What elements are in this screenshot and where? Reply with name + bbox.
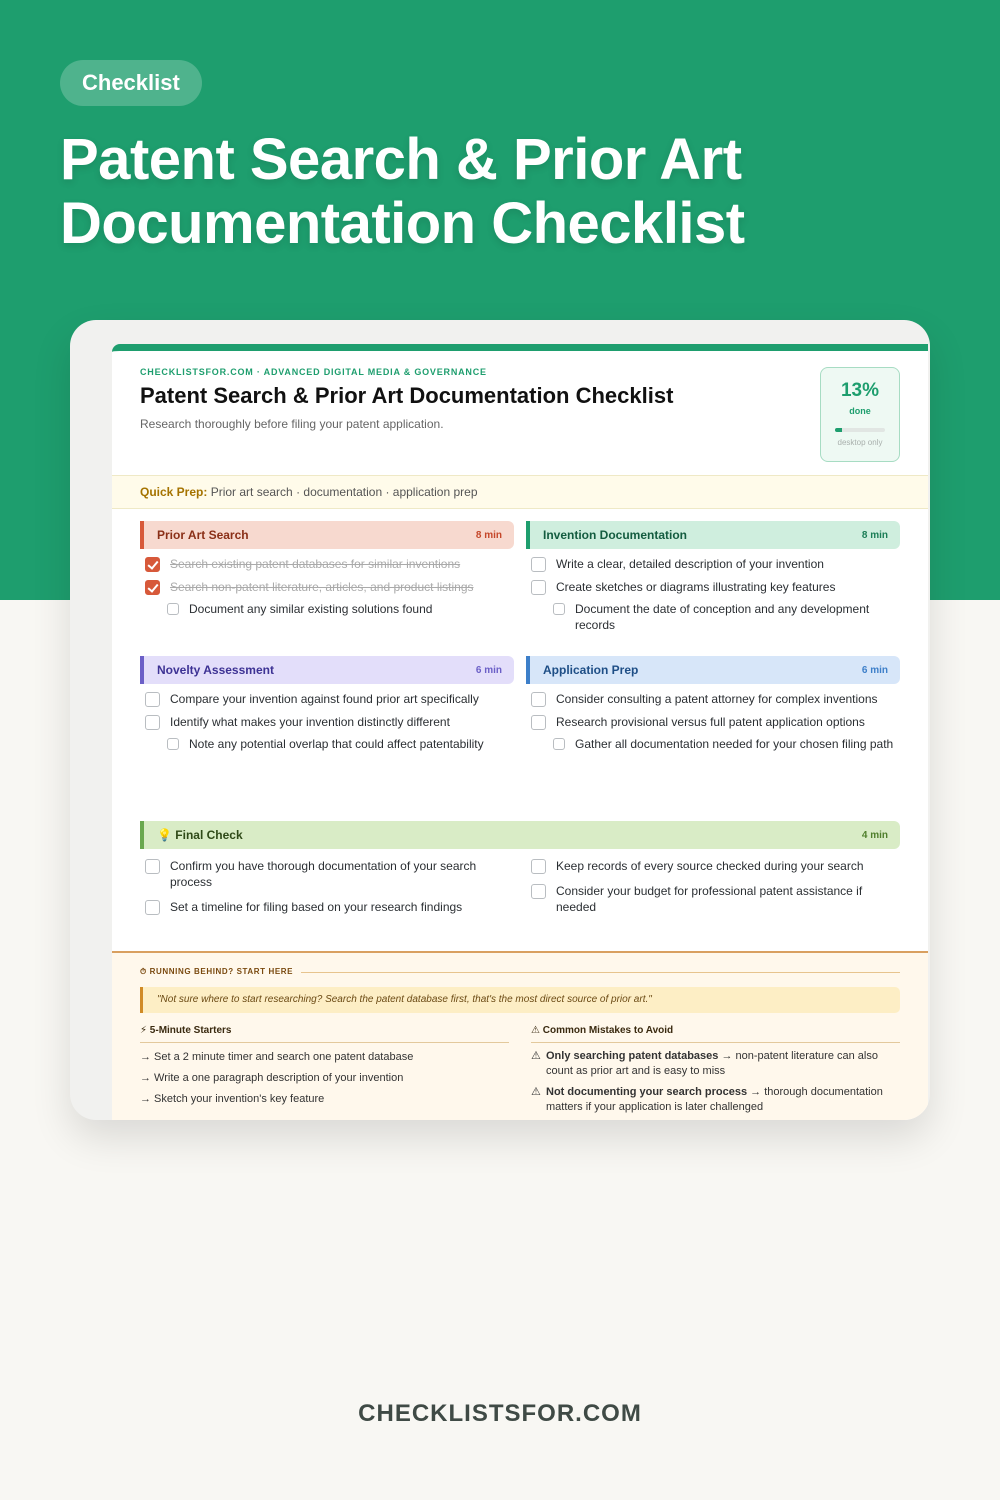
checkbox[interactable] xyxy=(145,900,160,915)
doc-subtitle: Research thoroughly before filing your patent application. xyxy=(140,417,444,431)
section-title: Application Prep xyxy=(543,663,639,677)
section-application-prep xyxy=(526,656,900,752)
item-label: Search non-patent literature, articles, and product listings xyxy=(170,580,474,594)
starter-item: → Write a one paragraph description of your invention xyxy=(140,1072,404,1084)
mistakes-title: ⚠ Common Mistakes to Avoid xyxy=(531,1025,900,1043)
progress-done-label: done xyxy=(849,406,871,416)
checklist-item[interactable] xyxy=(140,556,514,572)
checkbox-checked[interactable] xyxy=(145,580,160,595)
item-label: Note any potential overlap that could affect patentability xyxy=(189,737,484,751)
section-title: Invention Documentation xyxy=(543,528,687,542)
hero-title: Patent Search & Prior Art Documentation Checklist xyxy=(60,127,745,256)
progress-bar-fill xyxy=(835,428,842,432)
section-header xyxy=(140,656,514,684)
mistakes-column xyxy=(531,1025,900,1115)
final-check-title: 💡 Final Check xyxy=(157,828,243,842)
section-title: Novelty Assessment xyxy=(157,663,274,677)
item-label: Set a timeline for filing based on your research findings xyxy=(170,900,463,914)
checkbox[interactable] xyxy=(531,884,546,899)
item-label: Document the date of conception and any development records xyxy=(575,602,870,632)
checklist-item[interactable] xyxy=(140,714,514,730)
sections-grid xyxy=(112,509,928,809)
breadcrumb: CHECKLISTSFOR.COM · ADVANCED DIGITAL MEDIA & GOVERNANCE xyxy=(140,367,487,377)
mistake-item xyxy=(531,1085,900,1115)
section-title: Prior Art Search xyxy=(157,528,249,542)
section-novelty-assessment xyxy=(140,656,514,752)
checklist-document xyxy=(112,344,928,1120)
checkbox[interactable] xyxy=(531,859,546,874)
checklist-item[interactable] xyxy=(140,579,514,595)
item-label: Consider your budget for professional patent assistance if needed xyxy=(556,884,863,914)
item-label: Create sketches or diagrams illustrating key features xyxy=(556,580,836,594)
warning-icon: ⚠ xyxy=(531,1050,541,1062)
starter-item: → Sketch your invention's key feature xyxy=(140,1093,325,1105)
progress-card xyxy=(820,367,900,462)
item-label: Search existing patent databases for similar inventions xyxy=(170,557,461,571)
quick-prep-bar xyxy=(112,475,928,509)
section-invention-documentation xyxy=(526,521,900,633)
item-label: Compare your invention against found prior art specifically xyxy=(170,692,479,706)
final-check-left-column xyxy=(140,849,514,915)
final-item[interactable] xyxy=(140,858,514,890)
progress-bar xyxy=(835,428,885,432)
section-header xyxy=(526,656,900,684)
item-label: Gather all documentation needed for your chosen filing path xyxy=(575,737,894,751)
running-behind-title xyxy=(140,967,900,977)
final-item[interactable] xyxy=(526,883,900,915)
checkbox[interactable] xyxy=(167,738,179,750)
mistake-detail: → non-patent literature can also count as prior art and is easy to miss xyxy=(546,1050,878,1077)
quick-prep-text: Prior art search · documentation · application prep xyxy=(210,485,478,499)
starter-item: → Set a 2 minute timer and search one patent database xyxy=(140,1051,414,1063)
checkbox-checked[interactable] xyxy=(145,557,160,572)
final-check-right-column xyxy=(526,849,900,915)
item-label: Research provisional versus full patent application options xyxy=(556,715,865,729)
checkbox[interactable] xyxy=(531,692,546,707)
item-label: Identify what makes your invention distinctly different xyxy=(170,715,450,729)
checklist-subitem[interactable] xyxy=(140,736,514,752)
category-pill: Checklist xyxy=(60,60,202,106)
doc-title: Patent Search & Prior Art Documentation Checklist xyxy=(140,383,674,408)
section-header xyxy=(140,521,514,549)
checklist-subitem[interactable] xyxy=(526,736,900,752)
doc-header xyxy=(112,351,928,475)
item-label: Document any similar existing solutions found xyxy=(189,602,433,616)
checklist-item[interactable] xyxy=(526,714,900,730)
checkbox[interactable] xyxy=(145,859,160,874)
section-time: 8 min xyxy=(861,529,888,541)
tip-quote: "Not sure where to start researching? Search the patent database first, that's the most direct source of prior art." xyxy=(140,987,900,1013)
section-time: 6 min xyxy=(475,664,502,676)
final-item[interactable] xyxy=(140,899,514,915)
checklist-subitem[interactable] xyxy=(526,601,900,633)
checkbox[interactable] xyxy=(553,603,565,615)
checkbox[interactable] xyxy=(531,580,546,595)
final-check-time: 4 min xyxy=(861,829,888,841)
starters-title: ⚡ 5-Minute Starters xyxy=(140,1025,509,1043)
item-label: Write a clear, detailed description of your invention xyxy=(556,557,824,571)
preview-frame xyxy=(70,320,930,1120)
mistake-title: Not documenting your search process xyxy=(546,1086,748,1098)
section-prior-art-search xyxy=(140,521,514,617)
item-label: Consider consulting a patent attorney for complex inventions xyxy=(556,692,878,706)
checklist-item[interactable] xyxy=(526,579,900,595)
checkbox[interactable] xyxy=(145,692,160,707)
checkbox[interactable] xyxy=(531,715,546,730)
final-check-section xyxy=(140,821,900,915)
checkbox[interactable] xyxy=(553,738,565,750)
checklist-item[interactable] xyxy=(526,691,900,707)
progress-note: desktop only xyxy=(837,438,883,447)
section-header xyxy=(526,521,900,549)
checklist-item[interactable] xyxy=(140,691,514,707)
section-time: 6 min xyxy=(861,664,888,676)
progress-percent: 13% xyxy=(840,380,880,401)
checkbox[interactable] xyxy=(145,715,160,730)
mistake-detail: → thorough documentation matters if your application is later challenged xyxy=(546,1086,883,1113)
final-check-header xyxy=(140,821,900,849)
checkbox[interactable] xyxy=(167,603,179,615)
running-behind-title-text: ⏱ RUNNING BEHIND? START HERE xyxy=(140,967,294,976)
running-behind-panel xyxy=(112,951,928,1120)
final-item[interactable] xyxy=(526,858,900,874)
divider xyxy=(301,972,900,973)
warning-icon: ⚠ xyxy=(531,1086,541,1098)
mistake-item xyxy=(531,1049,900,1079)
footer-brand: CHECKLISTSFOR.COM xyxy=(358,1400,642,1427)
mistake-title: Only searching patent databases xyxy=(546,1050,719,1062)
checklist-subitem[interactable] xyxy=(140,601,514,617)
checklist-item[interactable] xyxy=(526,556,900,572)
section-time: 8 min xyxy=(475,529,502,541)
quick-prep-label: Quick Prep: xyxy=(140,485,208,499)
checkbox[interactable] xyxy=(531,557,546,572)
starters-column xyxy=(140,1025,509,1115)
item-label: Keep records of every source checked during your search xyxy=(556,859,864,873)
item-label: Confirm you have thorough documentation of your search process xyxy=(170,859,477,889)
